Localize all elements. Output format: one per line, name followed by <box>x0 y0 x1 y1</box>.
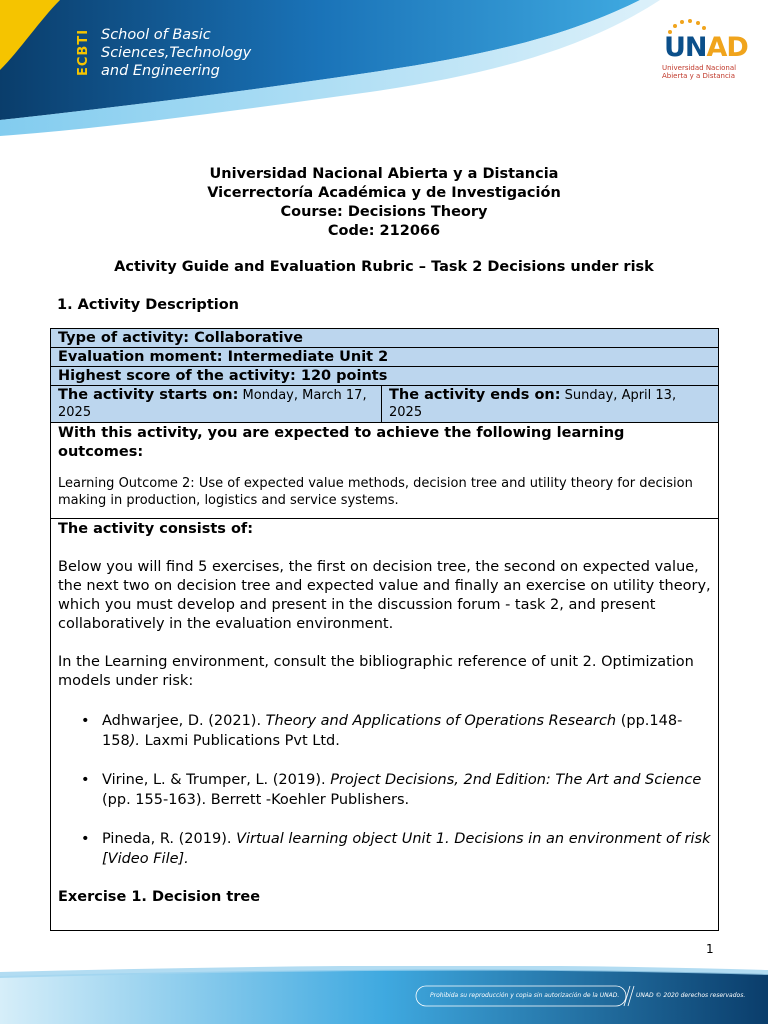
ecbti-label: ECBTI <box>76 28 91 76</box>
bullet-icon: • <box>81 831 90 847</box>
dates-row <box>51 386 718 423</box>
activity-type: Type of activity: Collaborative <box>51 329 718 348</box>
bullet-icon: • <box>81 772 90 788</box>
reference-list <box>58 711 711 869</box>
university-title: Universidad Nacional Abierta y a Distancia <box>209 166 559 182</box>
footer-notice: Prohibida su reproducción y copia sin autorización de la UNAD. <box>430 992 620 999</box>
activity-consists-cell <box>51 519 718 930</box>
learning-outcome-text: Learning Outcome 2: Use of expected value methods, decision tree and utility theory for decision making in production, logistics and service systems. <box>58 476 693 508</box>
end-date-cell: The activity ends on: Sunday, April 13, 2025 <box>389 387 677 420</box>
learning-outcomes-cell <box>51 423 718 519</box>
reference-item: • Pineda, R. (2019). Virtual learning object Unit 1. Decisions in an environment of risk [Video File]. <box>81 831 711 867</box>
start-date-cell: The activity starts on: Monday, March 17, 2025 <box>51 386 382 422</box>
highest-score: Highest score of the activity: 120 points <box>51 367 718 386</box>
reference-item: • Virine, L. & Trumper, L. (2019). Project Decisions, 2nd Edition: The Art and Science (pp. 155-163). Berrett -Koehler Publishers. <box>81 772 702 808</box>
paragraph: Below you will find 5 exercises, the first on decision tree, the second on expected value, the next two on decision tree and expected value and finally an exercise on utility theory, which you must develop and present in the discussion forum - task 2, and present collaboratively in the evaluation environment. <box>58 559 711 632</box>
logo-subtitle: Universidad Nacional Abierta y a Distancia <box>662 64 737 80</box>
page-number: 1 <box>706 942 714 956</box>
outcomes-heading: With this activity, you are expected to achieve the following learning outcomes: <box>58 425 625 460</box>
vice-rectory-title: Vicerrectoría Académica y de Investigación <box>207 185 561 201</box>
course-title: Course: Decisions Theory <box>280 204 488 220</box>
header-banner <box>0 0 768 150</box>
activity-table <box>50 328 719 931</box>
evaluation-moment: Evaluation moment: Intermediate Unit 2 <box>51 348 718 367</box>
consists-heading: The activity consists of: <box>58 521 254 537</box>
footer-rights: UNAD © 2020 derechos reservados. <box>636 992 746 999</box>
unad-logo <box>660 18 760 88</box>
section-heading: 1. Activity Description <box>57 297 240 313</box>
school-line: and Engineering <box>101 63 220 79</box>
logo-wordmark: UNAD <box>664 32 748 63</box>
paragraph: In the Learning environment, consult the bibliographic reference of unit 2. Optimization models under risk: <box>58 654 694 689</box>
reference-item: • Adhwarjee, D. (2021). Theory and Applications of Operations Research (pp.148-158). Laxmi Publications Pvt Ltd. <box>81 713 683 749</box>
bullet-icon: • <box>81 713 90 729</box>
document-titles <box>0 165 768 241</box>
school-name <box>101 26 251 80</box>
school-line: School of Basic <box>101 27 211 43</box>
exercise-heading: Exercise 1. Decision tree <box>58 889 261 905</box>
course-code: Code: 212066 <box>327 223 441 239</box>
school-line: Sciences,Technology <box>101 45 252 61</box>
guide-title: Activity Guide and Evaluation Rubric – Task 2 Decisions under risk <box>114 259 654 275</box>
